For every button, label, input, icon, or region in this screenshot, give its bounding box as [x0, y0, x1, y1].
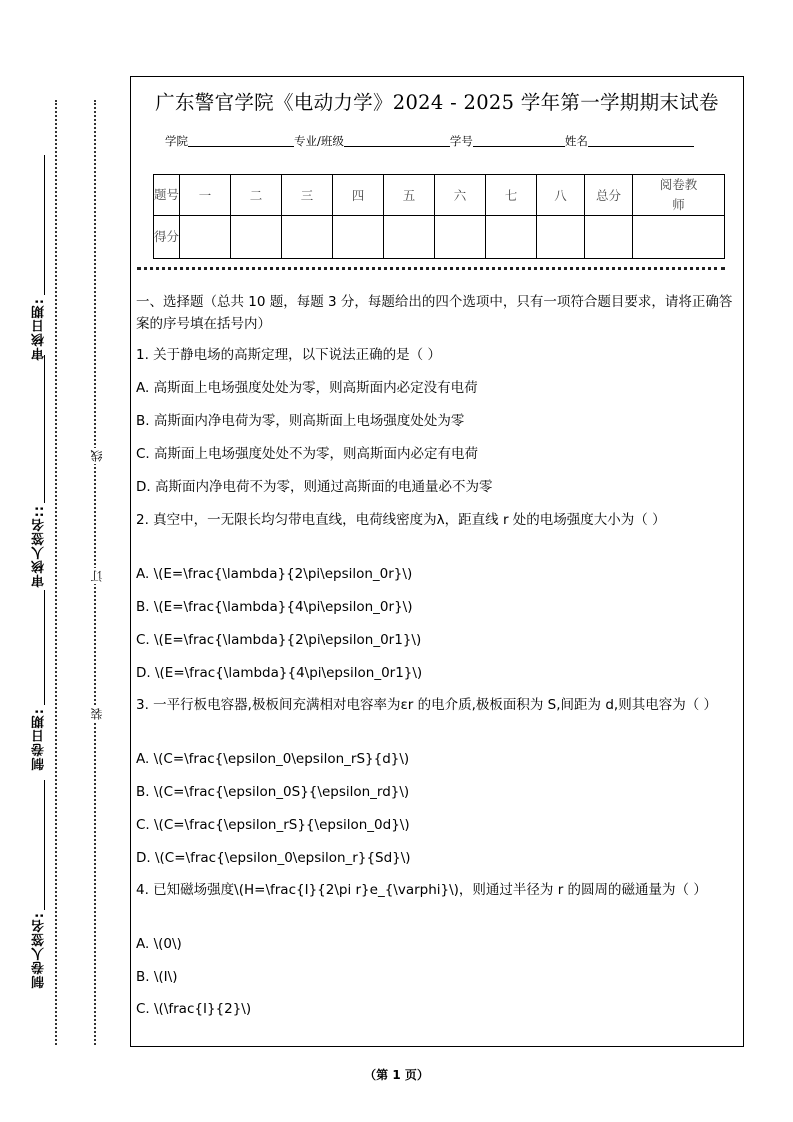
score-cell[interactable]: [633, 216, 725, 259]
question-4-option-b: B. \(I\): [136, 969, 178, 985]
score-cell[interactable]: [486, 216, 537, 259]
question-4-option-a: A. \(0\): [136, 936, 182, 952]
score-col-total: 总分: [585, 175, 633, 216]
score-col-1: 一: [180, 175, 231, 216]
college-label: 学院: [165, 134, 188, 148]
student-id-label: 学号: [449, 134, 473, 148]
question-2-option-d: D. \(E=\frac{\lambda}{4\pi\epsilon_0r1}\): [136, 665, 423, 681]
score-col-4: 四: [333, 175, 384, 216]
question-4-stem: 4. 已知磁场强度\(H=\frac{I}{2\pi r}e_{\varphi}\)，则通过半径为 r 的圆周的磁通量为（ ）: [136, 882, 707, 898]
question-3-stem: 3. 一平行板电容器,极板间充满相对电容率为εr 的电介质,极板面积为 S,间距为 d,则其电容为（ ）: [136, 697, 717, 713]
question-2-stem: 2. 真空中，一无限长均匀带电直线，电荷线密度为λ，距直线 r 处的电场强度大小为（ ）: [136, 512, 666, 528]
question-2-option-c: C. \(E=\frac{\lambda}{2\pi\epsilon_0r1}\): [136, 632, 422, 648]
score-cell[interactable]: [282, 216, 333, 259]
score-row-header: 得分: [154, 216, 180, 259]
major-label: 专业/班级: [294, 134, 344, 148]
score-col-6: 六: [435, 175, 486, 216]
cut-mark-order: 订: [90, 570, 104, 582]
cut-mark-line: 线: [90, 450, 104, 462]
score-cell[interactable]: [231, 216, 282, 259]
question-1-stem: 1. 关于静电场的高斯定理，以下说法正确的是（ ）: [136, 347, 441, 363]
outer-dotted-line: [55, 100, 57, 1045]
reviewer-signature-label: 审核人签名::: [32, 505, 47, 588]
score-cell[interactable]: [384, 216, 435, 259]
question-3-option-c: C. \(C=\frac{\epsilon_rS}{\epsilon_0d}\): [136, 817, 410, 833]
question-1-option-b: B. 高斯面内净电荷为零，则高斯面上电场强度处处为零: [136, 413, 465, 429]
score-col-8: 八: [537, 175, 585, 216]
cut-mark-bind: 装: [90, 708, 104, 720]
question-4-option-c: C. \(\frac{I}{2}\): [136, 1001, 252, 1017]
section-heading: 一、选择题（总共 10 题，每题 3 分，每题给出的四个选项中，只有一项符合题目要求，请将正确答案的序号填在括号内）: [136, 294, 733, 332]
question-1-option-c: C. 高斯面上电场强度处处不为零，则高斯面内必定有电荷: [136, 446, 479, 462]
question-2-option-a: A. \(E=\frac{\lambda}{2\pi\epsilon_0r}\): [136, 566, 413, 582]
maker-date-blank: [44, 590, 45, 705]
student-id-blank[interactable]: [473, 134, 565, 147]
exam-frame: [130, 76, 744, 1047]
name-label: 姓名: [564, 134, 588, 148]
question-number-header: 题号: [154, 175, 180, 216]
reviewer-signature-blank: [44, 355, 45, 503]
maker-signature-label: 制卷人签名:: [32, 912, 47, 989]
question-3-option-b: B. \(C=\frac{\epsilon_0S}{\epsilon_rd}\): [136, 784, 410, 800]
score-table: [153, 174, 725, 259]
score-col-7: 七: [486, 175, 537, 216]
college-blank[interactable]: [188, 134, 294, 147]
score-col-3: 三: [282, 175, 333, 216]
major-blank[interactable]: [344, 134, 450, 147]
exam-title: 广东警官学院《电动力学》2024 - 2025 学年第一学期期末试卷: [155, 91, 719, 114]
score-cell[interactable]: [333, 216, 384, 259]
student-info-row: [165, 133, 694, 149]
score-cell[interactable]: [537, 216, 585, 259]
reviewer-date-blank: [44, 155, 45, 295]
question-2-option-b: B. \(E=\frac{\lambda}{4\pi\epsilon_0r}\): [136, 599, 413, 615]
name-blank[interactable]: [588, 134, 694, 147]
score-col-5: 五: [384, 175, 435, 216]
question-1-option-d: D. 高斯面内净电荷不为零，则通过高斯面的电通量必不为零: [136, 479, 493, 495]
maker-signature-blank: [44, 780, 45, 910]
maker-date-label: 制卷日期:: [32, 708, 47, 771]
score-cell[interactable]: [585, 216, 633, 259]
score-col-grader: 阅卷教师: [633, 175, 725, 216]
reviewer-date-label: 审核日期:: [32, 298, 47, 361]
score-col-2: 二: [231, 175, 282, 216]
question-1-option-a: A. 高斯面上电场强度处处为零，则高斯面内必定没有电荷: [136, 380, 478, 396]
score-cell[interactable]: [435, 216, 486, 259]
page-number: （第 1 页）: [364, 1068, 429, 1082]
score-cell[interactable]: [180, 216, 231, 259]
question-3-option-a: A. \(C=\frac{\epsilon_0\epsilon_rS}{d}\): [136, 751, 410, 767]
question-3-option-d: D. \(C=\frac{\epsilon_0\epsilon_r}{Sd}\): [136, 850, 411, 866]
dotted-separator: [137, 267, 725, 270]
